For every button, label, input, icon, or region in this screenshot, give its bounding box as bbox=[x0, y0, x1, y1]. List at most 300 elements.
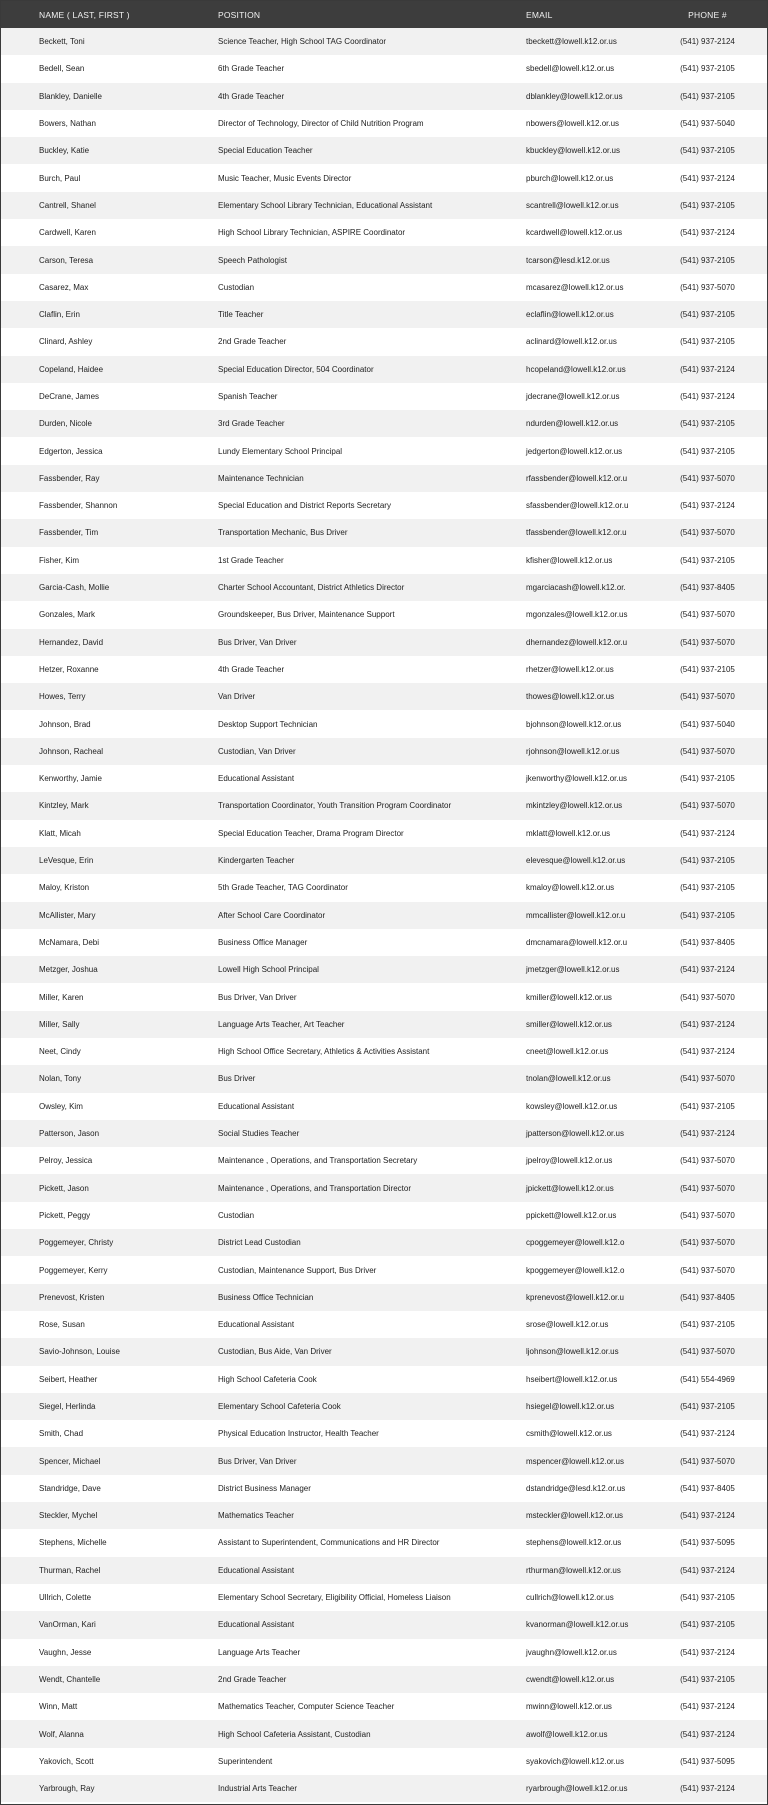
staff-position: Spanish Teacher bbox=[218, 392, 278, 401]
staff-position: Custodian bbox=[218, 1210, 255, 1220]
staff-email-cell bbox=[486, 1038, 636, 1065]
staff-phone: (541) 937-5070 bbox=[680, 1347, 735, 1357]
staff-position: Lundy Elementary School Principal bbox=[218, 446, 343, 456]
staff-position: Educational Assistant bbox=[218, 1620, 295, 1630]
staff-name: Burch, Paul bbox=[39, 173, 81, 183]
staff-phone: (541) 937-8405 bbox=[680, 1292, 735, 1302]
staff-phone: (541) 937-2124 bbox=[680, 1019, 735, 1029]
staff-email-link[interactable]: tcarson@lesd.k12.or.us bbox=[526, 255, 610, 265]
staff-phone: (541) 937-2124 bbox=[680, 1047, 735, 1057]
table-row bbox=[1, 55, 767, 82]
staff-email-cell bbox=[486, 1338, 636, 1365]
table-row bbox=[1, 547, 767, 574]
staff-email-link[interactable]: scantrell@lowell.k12.or.us bbox=[526, 200, 619, 210]
staff-position: Maintenance , Operations, and Transportation Secretary bbox=[218, 1156, 418, 1166]
staff-name: Pelroy, Jessica bbox=[39, 1156, 93, 1166]
staff-email-cell bbox=[486, 1611, 636, 1638]
table-row bbox=[1, 1639, 767, 1666]
staff-email-link[interactable]: eclaflin@lowell.k12.or.us bbox=[526, 310, 614, 320]
staff-name: Seibert, Heather bbox=[39, 1374, 98, 1384]
table-row bbox=[1, 765, 767, 792]
staff-position: Groundskeeper, Bus Driver, Maintenance Support bbox=[218, 610, 395, 620]
staff-email-link[interactable]: awolf@lowell.k12.or.us bbox=[526, 1729, 608, 1739]
staff-name: Kintzley, Mark bbox=[39, 801, 89, 811]
table-row bbox=[1, 219, 767, 246]
staff-name: Smith, Chad bbox=[39, 1429, 84, 1439]
staff-phone: (541) 937-5070 bbox=[680, 1183, 735, 1193]
staff-name: VanOrman, Kari bbox=[39, 1620, 96, 1630]
staff-phone: (541) 937-2124 bbox=[680, 1129, 735, 1139]
staff-email-cell bbox=[486, 1311, 636, 1338]
staff-email-link[interactable]: rhetzer@lowell.k12.or.us bbox=[526, 664, 614, 674]
staff-email-link[interactable]: jpatterson@lowell.k12.or.us bbox=[526, 1129, 624, 1139]
table-row bbox=[1, 574, 767, 601]
staff-phone: (541) 937-5070 bbox=[680, 1238, 735, 1248]
staff-name: Fassbender, Ray bbox=[39, 473, 100, 483]
staff-email-cell bbox=[486, 902, 636, 929]
staff-phone: (541) 937-2105 bbox=[680, 1401, 735, 1411]
staff-phone: (541) 937-2105 bbox=[680, 419, 735, 429]
staff-name: Cardwell, Karen bbox=[39, 228, 96, 238]
table-body bbox=[1, 28, 767, 1802]
staff-position: Custodian, Maintenance Support, Bus Driver bbox=[218, 1265, 377, 1275]
staff-phone: (541) 937-5070 bbox=[680, 1074, 735, 1084]
staff-email-link[interactable]: msteckler@lowell.k12.or.us bbox=[526, 1511, 624, 1521]
staff-position: High School Office Secretary, Athletics & Activities Assistant bbox=[218, 1047, 430, 1057]
staff-phone: (541) 937-5040 bbox=[680, 119, 735, 129]
staff-email-cell bbox=[486, 1529, 636, 1556]
table-row bbox=[1, 110, 767, 137]
table-row bbox=[1, 328, 767, 355]
staff-email-link[interactable]: jedgerton@lowell.k12.or.us bbox=[526, 446, 623, 456]
staff-email-cell bbox=[486, 574, 636, 601]
staff-email-link[interactable]: nbowers@lowell.k12.or.us bbox=[526, 119, 620, 129]
staff-email-link[interactable]: cpoggemeyer@lowell.k12.o bbox=[526, 1238, 625, 1248]
staff-phone: (541) 937-2124 bbox=[680, 1702, 735, 1712]
staff-email-link[interactable]: kbuckley@lowell.k12.or.us bbox=[526, 146, 620, 156]
staff-name: Bedell, Sean bbox=[39, 64, 85, 74]
staff-name: Fassbender, Shannon bbox=[39, 501, 118, 511]
staff-email-cell bbox=[486, 1502, 636, 1529]
staff-name: Fassbender, Tim bbox=[39, 528, 99, 538]
staff-email-link[interactable]: mcasarez@lowell.k12.or.us bbox=[526, 282, 624, 292]
table-row bbox=[1, 1666, 767, 1693]
staff-email-link[interactable]: rjohnson@lowell.k12.or.us bbox=[526, 746, 620, 756]
table-row bbox=[1, 710, 767, 737]
table-row bbox=[1, 1693, 767, 1720]
staff-phone: (541) 937-2124 bbox=[680, 173, 735, 183]
staff-email-link[interactable]: aclinard@lowell.k12.or.us bbox=[526, 337, 617, 347]
staff-email-cell bbox=[486, 710, 636, 737]
table-row bbox=[1, 1065, 767, 1092]
staff-name: Hetzer, Roxanne bbox=[39, 664, 99, 674]
staff-email-link[interactable]: dblankley@lowell.k12.or.us bbox=[526, 91, 623, 101]
staff-name: Claflin, Erin bbox=[39, 310, 80, 320]
staff-email-cell bbox=[486, 28, 636, 55]
staff-email-link[interactable]: kowsley@lowell.k12.or.us bbox=[526, 1101, 618, 1111]
table-row bbox=[1, 874, 767, 901]
staff-email-link[interactable]: dhernandez@lowell.k12.or.u bbox=[526, 637, 628, 647]
staff-name: Rose, Susan bbox=[39, 1320, 85, 1330]
staff-email-link[interactable]: mwinn@lowell.k12.or.us bbox=[526, 1702, 612, 1712]
staff-email-link[interactable]: mklatt@lowell.k12.or.us bbox=[526, 828, 611, 838]
table-row bbox=[1, 1420, 767, 1447]
staff-email-link[interactable]: hseibert@lowell.k12.or.us bbox=[526, 1374, 618, 1384]
staff-name: Ullrich, Colette bbox=[39, 1593, 92, 1603]
staff-position: Director of Technology, Director of Child Nutrition Program bbox=[218, 119, 424, 129]
staff-phone: (541) 937-5070 bbox=[680, 992, 735, 1002]
staff-email-link[interactable]: sfassbender@lowell.k12.or.u bbox=[526, 501, 629, 511]
staff-name: Pickett, Peggy bbox=[39, 1210, 91, 1220]
staff-email-link[interactable]: ndurden@lowell.k12.or.us bbox=[526, 419, 619, 429]
staff-email-cell bbox=[486, 1366, 636, 1393]
staff-position: Transportation Coordinator, Youth Transition Program Coordinator bbox=[218, 801, 452, 811]
staff-phone: (541) 937-2105 bbox=[680, 1101, 735, 1111]
table-row bbox=[1, 246, 767, 273]
staff-email-cell bbox=[486, 219, 636, 246]
staff-phone: (541) 937-5070 bbox=[680, 1210, 735, 1220]
staff-email-cell bbox=[486, 1147, 636, 1174]
staff-position: Educational Assistant bbox=[218, 1565, 295, 1575]
staff-email-cell bbox=[486, 1174, 636, 1201]
staff-email-cell bbox=[486, 465, 636, 492]
staff-email-link[interactable]: thowes@lowell.k12.or.us bbox=[526, 692, 615, 702]
staff-name: Fisher, Kim bbox=[39, 555, 80, 565]
staff-position: Social Studies Teacher bbox=[218, 1129, 300, 1139]
staff-phone: (541) 937-2124 bbox=[680, 1784, 735, 1794]
table-row bbox=[1, 902, 767, 929]
staff-name: Yarbrough, Ray bbox=[39, 1784, 95, 1794]
staff-email-cell bbox=[486, 1284, 636, 1311]
staff-name: LeVesque, Erin bbox=[39, 856, 94, 866]
table-row bbox=[1, 629, 767, 656]
staff-position: Science Teacher, High School TAG Coordinator bbox=[218, 37, 387, 47]
staff-name: Klatt, Micah bbox=[39, 828, 81, 838]
staff-position: 5th Grade Teacher, TAG Coordinator bbox=[218, 883, 348, 893]
staff-phone: (541) 937-2124 bbox=[680, 1565, 735, 1575]
table-row bbox=[1, 956, 767, 983]
staff-position: 6th Grade Teacher bbox=[218, 64, 285, 74]
staff-position: Speech Pathologist bbox=[218, 255, 287, 265]
staff-email-cell bbox=[486, 738, 636, 765]
staff-email-link[interactable]: mmcallister@lowell.k12.or.u bbox=[526, 910, 626, 920]
staff-email-cell bbox=[486, 519, 636, 546]
staff-email-cell bbox=[486, 301, 636, 328]
staff-phone: (541) 937-2105 bbox=[680, 446, 735, 456]
table-row bbox=[1, 1229, 767, 1256]
staff-email-link[interactable]: jpelroy@lowell.k12.or.us bbox=[526, 1156, 613, 1166]
staff-email-link[interactable]: ryarbrough@lowell.k12.or.us bbox=[526, 1784, 628, 1794]
staff-name: Siegel, Herlinda bbox=[39, 1401, 96, 1411]
staff-email-cell bbox=[486, 1420, 636, 1447]
staff-email-link[interactable]: dmcnamara@lowell.k12.or.u bbox=[526, 937, 628, 947]
staff-position: Kindergarten Teacher bbox=[218, 856, 295, 866]
staff-phone: (541) 937-2105 bbox=[680, 200, 735, 210]
staff-email-link[interactable]: kcardwell@lowell.k12.or.us bbox=[526, 228, 623, 238]
table-row bbox=[1, 465, 767, 492]
staff-phone: (541) 937-2105 bbox=[680, 91, 735, 101]
column-header-name: NAME ( LAST, FIRST ) bbox=[39, 9, 130, 20]
staff-email-link[interactable]: rthurman@lowell.k12.or.us bbox=[526, 1565, 621, 1575]
staff-name: Cantrell, Shanel bbox=[39, 200, 96, 210]
table-row bbox=[1, 83, 767, 110]
staff-email-link[interactable]: hcopeland@lowell.k12.or.us bbox=[526, 364, 626, 374]
staff-email-cell bbox=[486, 383, 636, 410]
table-row bbox=[1, 1775, 767, 1802]
staff-name: Metzger, Joshua bbox=[39, 965, 98, 975]
staff-position: Custodian, Van Driver bbox=[218, 746, 296, 756]
staff-email-link[interactable]: stephens@lowell.k12.or.us bbox=[526, 1538, 622, 1548]
staff-position: Mathematics Teacher bbox=[218, 1511, 294, 1521]
staff-name: Gonzales, Mark bbox=[39, 610, 96, 620]
staff-position: Special Education Teacher bbox=[218, 146, 313, 156]
staff-email-cell bbox=[486, 83, 636, 110]
table-row bbox=[1, 1611, 767, 1638]
staff-position: Industrial Arts Teacher bbox=[218, 1784, 298, 1794]
staff-phone: (541) 937-2105 bbox=[680, 883, 735, 893]
staff-email-cell bbox=[486, 492, 636, 519]
staff-email-cell bbox=[486, 792, 636, 819]
table-row bbox=[1, 519, 767, 546]
staff-position: Van Driver bbox=[218, 692, 256, 702]
table-row bbox=[1, 1256, 767, 1283]
table-row bbox=[1, 356, 767, 383]
staff-phone: (541) 937-2105 bbox=[680, 1593, 735, 1603]
table-row bbox=[1, 1720, 767, 1747]
staff-phone: (541) 937-2105 bbox=[680, 1674, 735, 1684]
table-row bbox=[1, 410, 767, 437]
staff-phone: (541) 937-2124 bbox=[680, 364, 735, 374]
staff-phone: (541) 937-5070 bbox=[680, 282, 735, 292]
staff-name: Patterson, Jason bbox=[39, 1129, 100, 1139]
staff-phone: (541) 937-8405 bbox=[680, 937, 735, 947]
staff-phone: (541) 937-2124 bbox=[680, 228, 735, 238]
staff-name: Beckett, Toni bbox=[39, 37, 85, 47]
table-row bbox=[1, 1038, 767, 1065]
staff-email-link[interactable]: bjohnson@lowell.k12.or.us bbox=[526, 719, 622, 729]
staff-name: Copeland, Haidee bbox=[39, 364, 104, 374]
staff-email-cell bbox=[486, 820, 636, 847]
staff-name: Hernandez, David bbox=[39, 637, 104, 647]
staff-email-link[interactable]: jdecrane@lowell.k12.or.us bbox=[526, 392, 620, 401]
staff-name: Savio-Johnson, Louise bbox=[39, 1347, 120, 1357]
table-row bbox=[1, 1584, 767, 1611]
staff-phone: (541) 937-5070 bbox=[680, 473, 735, 483]
staff-name: Wolf, Alanna bbox=[39, 1729, 84, 1739]
table-row bbox=[1, 1011, 767, 1038]
staff-email-link[interactable]: kprenevost@lowell.k12.or.u bbox=[526, 1292, 624, 1302]
staff-email-cell bbox=[486, 1584, 636, 1611]
staff-position: Educational Assistant bbox=[218, 774, 295, 784]
staff-phone: (541) 937-8405 bbox=[680, 583, 735, 593]
staff-name: Kenworthy, Jamie bbox=[39, 774, 102, 784]
staff-phone: (541) 937-2124 bbox=[680, 828, 735, 838]
table-row bbox=[1, 1748, 767, 1775]
table-row bbox=[1, 1338, 767, 1365]
staff-email-link[interactable]: pburch@lowell.k12.or.us bbox=[526, 173, 614, 183]
staff-position: Educational Assistant bbox=[218, 1101, 295, 1111]
staff-phone: (541) 937-5070 bbox=[680, 692, 735, 702]
staff-phone: (541) 937-5095 bbox=[680, 1538, 735, 1548]
staff-email-cell bbox=[486, 1475, 636, 1502]
staff-position: Bus Driver, Van Driver bbox=[218, 1456, 297, 1466]
table-row bbox=[1, 601, 767, 628]
staff-phone: (541) 937-2105 bbox=[680, 64, 735, 74]
staff-phone: (541) 937-5070 bbox=[680, 610, 735, 620]
staff-email-link[interactable]: cneet@lowell.k12.or.us bbox=[526, 1047, 609, 1057]
staff-phone: (541) 937-2124 bbox=[680, 392, 735, 401]
staff-email-link[interactable]: cwendt@lowell.k12.or.us bbox=[526, 1674, 615, 1684]
staff-name: Wendt, Chantelle bbox=[39, 1674, 101, 1684]
table-row bbox=[1, 1202, 767, 1229]
table-row bbox=[1, 1475, 767, 1502]
staff-phone: (541) 937-2105 bbox=[680, 1320, 735, 1330]
staff-email-link[interactable]: syakovich@lowell.k12.or.us bbox=[526, 1756, 624, 1766]
table-row bbox=[1, 983, 767, 1010]
staff-email-cell bbox=[486, 1093, 636, 1120]
staff-position: Music Teacher, Music Events Director bbox=[218, 173, 352, 183]
staff-name: Carson, Teresa bbox=[39, 255, 94, 265]
table-row bbox=[1, 1284, 767, 1311]
table-row bbox=[1, 274, 767, 301]
staff-email-cell bbox=[486, 765, 636, 792]
staff-email-cell bbox=[486, 1065, 636, 1092]
staff-position: District Lead Custodian bbox=[218, 1238, 301, 1248]
staff-email-link[interactable]: kpoggemeyer@lowell.k12.o bbox=[526, 1265, 625, 1275]
staff-name: Edgerton, Jessica bbox=[39, 446, 103, 456]
staff-email-link[interactable]: kvanorman@lowell.k12.or.us bbox=[526, 1620, 629, 1630]
staff-email-cell bbox=[486, 1393, 636, 1420]
staff-email-cell bbox=[486, 1447, 636, 1474]
staff-position: Physical Education Instructor, Health Teacher bbox=[218, 1429, 379, 1439]
staff-name: Poggemeyer, Kerry bbox=[39, 1265, 108, 1275]
staff-position: After School Care Coordinator bbox=[218, 910, 326, 920]
staff-email-cell bbox=[486, 410, 636, 437]
staff-email-link[interactable]: mkintzley@lowell.k12.or.us bbox=[526, 801, 623, 811]
staff-email-cell bbox=[486, 656, 636, 683]
staff-position: District Business Manager bbox=[218, 1483, 311, 1493]
staff-table bbox=[1, 1, 767, 1802]
staff-email-cell bbox=[486, 1256, 636, 1283]
staff-email-link[interactable]: csmith@lowell.k12.or.us bbox=[526, 1429, 612, 1439]
staff-position: Bus Driver, Van Driver bbox=[218, 992, 297, 1002]
staff-email-link[interactable]: mspencer@lowell.k12.or.us bbox=[526, 1456, 624, 1466]
staff-name: Nolan, Tony bbox=[39, 1074, 82, 1084]
staff-name: McNamara, Debi bbox=[39, 937, 100, 947]
staff-phone: (541) 937-2124 bbox=[680, 1511, 735, 1521]
table-header bbox=[1, 1, 767, 28]
staff-email-link[interactable]: tbeckett@lowell.k12.or.us bbox=[526, 37, 617, 47]
staff-email-link[interactable]: srose@lowell.k12.or.us bbox=[526, 1320, 609, 1330]
staff-name: Vaughn, Jesse bbox=[39, 1647, 92, 1657]
staff-email-link[interactable]: hsiegel@lowell.k12.or.us bbox=[526, 1401, 615, 1411]
staff-email-cell bbox=[486, 629, 636, 656]
staff-email-cell bbox=[486, 847, 636, 874]
table-row bbox=[1, 820, 767, 847]
staff-position: 1st Grade Teacher bbox=[218, 555, 284, 565]
staff-email-link[interactable]: jvaughn@lowell.k12.or.us bbox=[526, 1647, 617, 1657]
header-row bbox=[1, 1, 767, 28]
staff-email-link[interactable]: jpickett@lowell.k12.or.us bbox=[526, 1183, 614, 1193]
table-row bbox=[1, 137, 767, 164]
staff-position: 2nd Grade Teacher bbox=[218, 337, 287, 347]
staff-email-cell bbox=[486, 437, 636, 464]
staff-phone: (541) 937-2105 bbox=[680, 146, 735, 156]
staff-email-link[interactable]: sbedell@lowell.k12.or.us bbox=[526, 64, 615, 74]
staff-position: Lowell High School Principal bbox=[218, 965, 319, 975]
staff-email-link[interactable]: jmetzger@lowell.k12.or.us bbox=[526, 965, 620, 975]
staff-name: Pickett, Jason bbox=[39, 1183, 89, 1193]
staff-email-link[interactable]: smiller@lowell.k12.or.us bbox=[526, 1019, 612, 1029]
staff-position: High School Library Technician, ASPIRE Coordinator bbox=[218, 228, 406, 238]
column-header-email: EMAIL bbox=[526, 9, 553, 20]
staff-position: Desktop Support Technician bbox=[218, 719, 318, 729]
staff-email-cell bbox=[486, 547, 636, 574]
staff-email-link[interactable]: tnolan@lowell.k12.or.us bbox=[526, 1074, 611, 1084]
staff-phone: (541) 937-2105 bbox=[680, 555, 735, 565]
staff-email-cell bbox=[486, 1693, 636, 1720]
staff-email-link[interactable]: ljohnson@lowell.k12.or.us bbox=[526, 1347, 619, 1357]
staff-position: Special Education and District Reports Secretary bbox=[218, 501, 391, 511]
staff-position: 2nd Grade Teacher bbox=[218, 1674, 287, 1684]
staff-email-link[interactable]: kmiller@lowell.k12.or.us bbox=[526, 992, 612, 1002]
staff-position: Elementary School Library Technician, Educational Assistant bbox=[218, 200, 433, 210]
table-row bbox=[1, 383, 767, 410]
staff-phone: (541) 937-5070 bbox=[680, 801, 735, 811]
staff-phone: (541) 937-2105 bbox=[680, 774, 735, 784]
staff-phone: (541) 937-2124 bbox=[680, 37, 735, 47]
staff-name: Winn, Matt bbox=[39, 1702, 78, 1712]
staff-email-link[interactable]: kfisher@lowell.k12.or.us bbox=[526, 555, 613, 565]
staff-email-cell bbox=[486, 274, 636, 301]
staff-position: Bus Driver, Van Driver bbox=[218, 637, 297, 647]
staff-email-cell bbox=[486, 246, 636, 273]
staff-email-link[interactable]: elevesque@lowell.k12.or.us bbox=[526, 856, 626, 866]
staff-email-link[interactable]: cullrich@lowell.k12.or.us bbox=[526, 1593, 614, 1603]
staff-name: Blankley, Danielle bbox=[39, 91, 102, 101]
staff-name: Miller, Sally bbox=[39, 1019, 80, 1029]
staff-email-link[interactable]: ppickett@lowell.k12.or.us bbox=[526, 1210, 617, 1220]
staff-position: Special Education Teacher, Drama Program Director bbox=[218, 828, 404, 838]
table-row bbox=[1, 1366, 767, 1393]
staff-email-link[interactable]: tfassbender@lowell.k12.or.u bbox=[526, 528, 627, 538]
staff-email-cell bbox=[486, 1748, 636, 1775]
staff-name: DeCrane, James bbox=[39, 392, 100, 401]
staff-email-cell bbox=[486, 929, 636, 956]
staff-email-link[interactable]: mgonzales@lowell.k12.or.us bbox=[526, 610, 628, 620]
staff-email-link[interactable]: dstandridge@lesd.k12.or.us bbox=[526, 1483, 626, 1493]
staff-phone: (541) 937-5070 bbox=[680, 528, 735, 538]
staff-email-link[interactable]: rfassbender@lowell.k12.or.u bbox=[526, 473, 628, 483]
staff-position: Bus Driver bbox=[218, 1074, 256, 1084]
staff-position: Transportation Mechanic, Bus Driver bbox=[218, 528, 348, 538]
staff-email-cell bbox=[486, 1557, 636, 1584]
staff-email-link[interactable]: mgarciacash@lowell.k12.or. bbox=[526, 583, 626, 593]
staff-email-link[interactable]: jkenworthy@lowell.k12.or.us bbox=[526, 774, 628, 784]
staff-email-cell bbox=[486, 983, 636, 1010]
staff-position: Educational Assistant bbox=[218, 1320, 295, 1330]
staff-name: Buckley, Katie bbox=[39, 146, 90, 156]
table-row bbox=[1, 1174, 767, 1201]
staff-email-link[interactable]: kmaloy@lowell.k12.or.us bbox=[526, 883, 615, 893]
table-row bbox=[1, 1502, 767, 1529]
staff-phone: (541) 554-4969 bbox=[680, 1374, 735, 1384]
staff-email-cell bbox=[486, 1011, 636, 1038]
table-row bbox=[1, 929, 767, 956]
staff-phone: (541) 937-2105 bbox=[680, 255, 735, 265]
staff-position: Business Office Technician bbox=[218, 1292, 314, 1302]
staff-phone: (541) 937-5070 bbox=[680, 1265, 735, 1275]
